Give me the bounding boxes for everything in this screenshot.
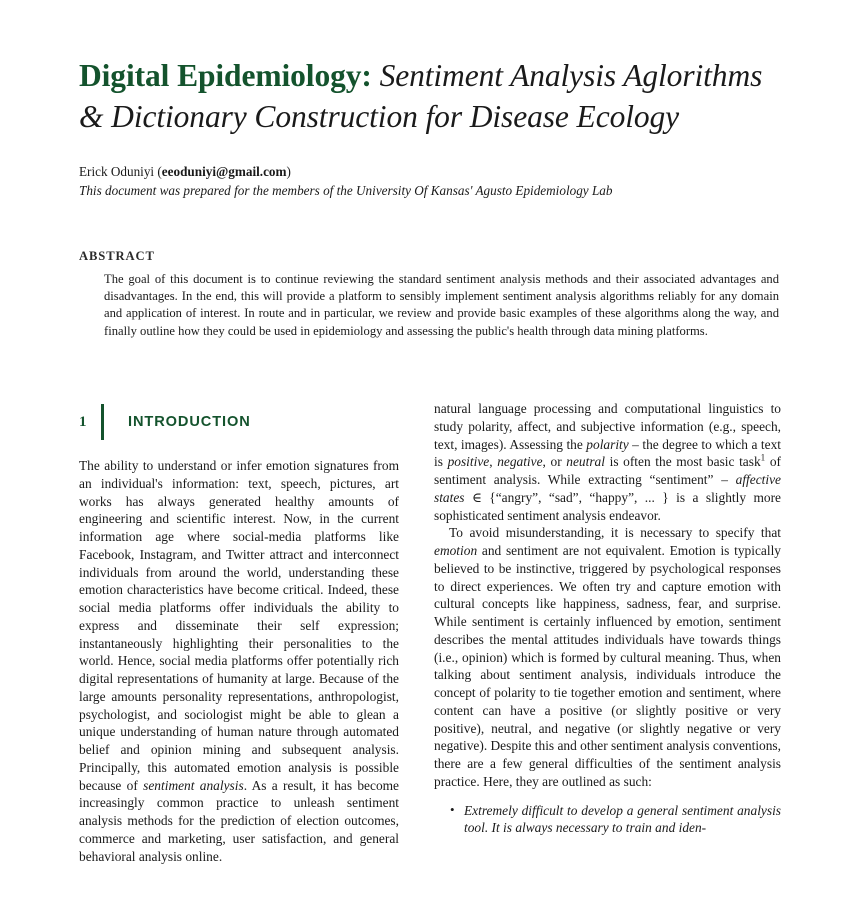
paragraph-text: The ability to understand or infer emotion signatures from an individual's information: text, speech, pictures, art works has always generated healthy amounts of engineering and scientific interest. Now, in the current information age where social-media platforms like Facebook, Instagram, and Twitter attract and interconnect individuals from around the world, understanding these emotion characteristics have become critical. Indeed, these social media platforms offer individuals the ability to express and disseminate their self expression; instantaneously highlighting their personalities to the world. Hence, social media platforms offer potentially rich digital representations of humanity at large. Because of the large amounts personality representations, anthropologist, psychologist, and sociologist might be able to glean a unique understanding of human nature through automated belief and opinion mining and subsequent analysis. Principally, this automated emotion analysis is possible because of: [79, 458, 399, 793]
paragraph-text-cont: . As a result, it has become increasingly common practice to unleash sentiment analysis methods for the prediction of election outcomes, commerce and marketing, user satisfaction, and general behavioral analysis online.: [79, 777, 399, 864]
author-name: Erick Oduniyi (: [79, 164, 162, 179]
footnote-marker[interactable]: 1: [760, 452, 766, 463]
emphasis-positive: positive: [447, 454, 490, 470]
paragraph-text-cont: is often the most basic task: [604, 454, 761, 470]
paragraph-text-cont: , or: [542, 454, 567, 470]
paragraph-text-cont: of sentiment analysis. While extracting “sentiment” –: [434, 454, 781, 487]
paragraph: [434, 400, 781, 524]
paragraph-text: natural language processing and computational linguistics to study polarity, affect, and subjective information (e.g., speech, text, images). Assessing the: [434, 401, 781, 452]
emphasis-sentiment-analysis: sentiment analysis: [143, 777, 244, 793]
abstract-heading: ABSTRACT: [79, 249, 155, 263]
section-header-introduction: [79, 404, 399, 440]
page-title: [79, 56, 785, 138]
section-title: INTRODUCTION: [128, 414, 251, 430]
paragraph-text-cont: ,: [489, 454, 498, 470]
author-line: [79, 163, 785, 182]
list-item: • Extremely difficult to develop a general sentiment analysis tool. It is always necessary to train and iden-: [434, 802, 781, 838]
author-note: This document was prepared for the members of the University Of Kansas' Agusto Epidemiology Lab: [79, 182, 613, 198]
paragraph: [434, 524, 781, 790]
emphasis-negative: negative: [497, 454, 543, 470]
section-number: 1: [79, 413, 87, 430]
left-column: [79, 457, 399, 901]
paragraph-text: To avoid misunderstanding, it is necessary to specify that: [449, 525, 781, 541]
author-email[interactable]: eeoduniyi@gmail.com: [161, 164, 287, 179]
author-block: [79, 163, 785, 200]
paragraph: [79, 457, 399, 865]
right-column: [434, 400, 781, 901]
title-rest: Sentiment Analysis Aglorithms & Dictionary Construction for Disease Ecology: [79, 58, 763, 134]
author-paren-close: ): [286, 164, 291, 179]
emphasis-neutral: neutral: [566, 454, 605, 470]
paragraph-text-cont: ∈ {“angry”, “sad”, “happy”, ... } is a slightly more sophisticated sentiment analysis endeavor.: [434, 489, 781, 523]
emphasis-polarity: polarity: [586, 436, 629, 452]
emphasis-affective-states: affective states: [434, 472, 781, 505]
paragraph-text-cont: – the degree to which a text is: [434, 436, 781, 470]
title-block: [79, 56, 785, 138]
abstract-block: [79, 249, 779, 340]
abstract-body: The goal of this document is to continue reviewing the standard sentiment analysis methods and their associated advantages and disadvantages. In the end, this will provide a platform to sensibly implement sentiment analysis algorithms reliably for any domain and application of interest. In route and in particular, we review and provide basic examples of these algorithms along the way, and finally outline how they could be used in epidemiology and assessing the public's health through data mining platforms.: [104, 272, 779, 338]
section-divider-rule: [101, 404, 104, 440]
emphasis-emotion: emotion: [434, 543, 478, 558]
title-lead: Digital Epidemiology:: [79, 58, 372, 93]
difficulties-bullet-list: [434, 802, 781, 838]
paragraph-text-cont: and sentiment are not equivalent. Emotion is typically believed to be instinctive, triggered by psychological responses to direct experiences. We often try and capture emotion with cultural concepts like happiness, sadness, fear, and surprise. While sentiment is certainly influenced by emotion, sentiment describes the mental attitudes individuals have towards things (i.e., opinion) which is formed by cultural meaning. Thus, when talking about sentiment analysis, individuals introduce the concept of polarity to tie together emotion and sentiment, where content can have a positive (or slightly positive or very positive), neutral, and negative (or slightly negative or very negative). Despite this and other sentiment analysis conventions, there are a few general difficulties of the sentiment analysis practice. Here, they are outlined as such:: [434, 543, 781, 789]
